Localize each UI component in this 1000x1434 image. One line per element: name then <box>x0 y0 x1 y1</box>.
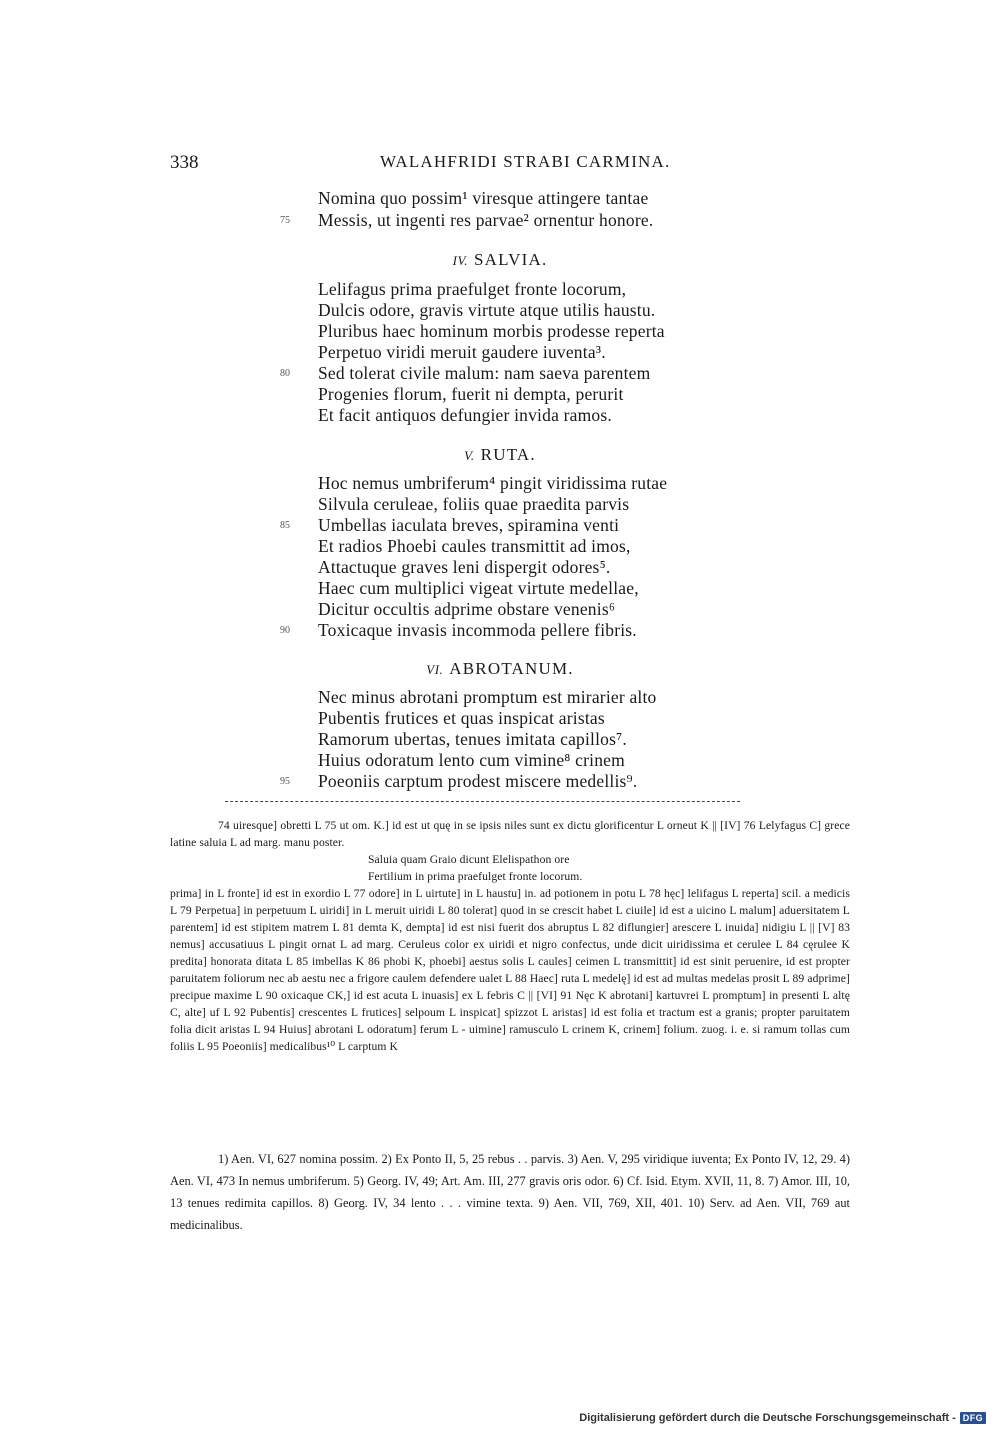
dfg-logo-icon: DFG <box>960 1412 986 1424</box>
section-title: SALVIA. <box>473 250 548 269</box>
verse-line-84: Silvula ceruleae, foliis quae praedita parvis <box>318 494 630 514</box>
line-number: 75 <box>280 215 290 226</box>
verse-line-89: Dicitur occultis adprime obstare venenis⁶ <box>318 599 616 619</box>
page-number: 338 <box>170 152 199 173</box>
verse-line-90: Toxicaque invasis incommoda pellere fibris. <box>318 620 637 640</box>
line-number: 90 <box>280 625 290 636</box>
verse-line-81: Progenies florum, fuerit ni dempta, perurit <box>318 384 624 404</box>
line-number: 85 <box>280 520 290 531</box>
running-head <box>170 152 850 176</box>
verse-line-77: Dulcis odore, gravis virtute atque utilis haustu. <box>318 300 656 320</box>
verse-line-80: Sed tolerat civile malum: nam saeva parentem <box>318 363 651 383</box>
running-title: WALAHFRIDI STRABI CARMINA. <box>380 152 671 171</box>
verse-line-95: Poeoniis carptum prodest miscere medellis⁹. <box>318 771 638 791</box>
apparatus-quote-line: Saluia quam Graio dicunt Elelispathon ore <box>368 853 570 866</box>
line-number: 80 <box>280 368 290 379</box>
verse-line-88: Haec cum multiplici vigeat virtute medellae, <box>318 578 639 598</box>
section-numeral: VI. <box>426 662 444 677</box>
section-title: ABROTANUM. <box>449 659 574 678</box>
verse-line-83: Hoc nemus umbriferum⁴ pingit viridissima rutae <box>318 473 668 493</box>
section-heading-ruta <box>0 445 1000 465</box>
verse-line-92: Pubentis frutices et quas inspicat aristas <box>318 708 605 728</box>
verse-line-93: Ramorum ubertas, tenues imitata capillos⁷. <box>318 729 628 749</box>
verse-line-91: Nec minus abrotani promptum est mirarier alto <box>318 687 657 707</box>
verse-line-94: Huius odoratum lento cum vimine⁸ crinem <box>318 750 625 770</box>
digitization-credit <box>579 1412 986 1424</box>
verse-line-78: Pluribus haec hominum morbis prodesse reperta <box>318 321 665 341</box>
section-numeral: IV. <box>452 253 468 268</box>
verse-line-87: Attactuque graves leni dispergit odores⁵. <box>318 557 611 577</box>
section-heading-salvia <box>0 250 1000 270</box>
verse-line-74: Nomina quo possim¹ viresque attingere tantae <box>318 188 649 208</box>
verse-line-79: Perpetuo viridi meruit gaudere iuventa³. <box>318 342 606 362</box>
verse-line-76: Lelifagus prima praefulget fronte locorum, <box>318 279 627 299</box>
critical-apparatus <box>170 817 850 1055</box>
credit-text: Digitalisierung gefördert durch die Deutsche Forschungsgemeinschaft - <box>579 1412 956 1424</box>
verse-line-86: Et radios Phoebi caules transmittit ad imos, <box>318 536 631 556</box>
verse-line-75: Messis, ut ingenti res parvae² ornentur honore. <box>318 210 654 230</box>
verse-line-82: Et facit antiquos defungier invida ramos. <box>318 405 612 425</box>
divider-rule <box>225 801 740 802</box>
apparatus-quote-line: Fertilium in prima praefulget fronte locorum. <box>368 870 583 883</box>
apparatus-paragraph: 74 uiresque] obretti L 75 ut om. K.] id est ut quę in se ipsis niles sunt ex dictu glorificentur L orneut K || [IV] 76 Lelyfagus C] grece latine saluia L ad marg. manu poster. <box>170 819 850 849</box>
section-numeral: V. <box>464 448 475 463</box>
apparatus-paragraph: prima] in L fronte] id est in exordio L 77 odore] in L uirtute] in L haustu] in. ad potionem in potu L 78 hęc] lelifagus L reperta] scil. a medicis L 79 Perpetua] in perpetuum L uiridi] in L meruit uiridi L 80 tolerat] quod in se crescit habet L ciuile] id est a uicino L malum] aduersitatem L parentem] id est stipitem matrem L 81 demta K, dempta] id est nisi fuerit dos abruptus L 82 diflungier] arescere L inuida] nidigiu L || [V] 83 nemus] accusatiuus L pingit ornat L ad marg. Ceruleus color ex uiridi et nigro confectus, unde dicit uiridissima et cerulee L 84 cęrulee K predita] honorata ditata L 85 imbellas K 86 phobi K, phoebi] aestus solis L caules] ceimen L transmittit] id est sinit peruenire, id est propter paruitatem foliorum nec ab aestu nec a frigore caulem defendere ualet L 88 Haec] ruta L medelę] id est ad multas medelas prosit L 89 adprime] precipue maxime L 90 oxicaque CK,] id est acuta L inuasis] ex L febris C || [VI] 91 Nęc K abrotani] kartuvrei L promptum] in presenti L altę C, alte] uf L 92 Pubentis] crescentes L frutices] selpoum L inspicat] spizzot L aristas] id est folia et tractum est a granis; propter paruitatem folia dicit aristas L 94 Huius] abrotani L odoratum] ferum L - uimine] ramusculo L crinem K, crinem] folium. zuog. i. e. si ramum tollas cum foliis L 95 Poeoniis] medicalibus¹⁰ L carptum K <box>170 887 850 1053</box>
line-number: 95 <box>280 776 290 787</box>
footnotes <box>170 1148 850 1236</box>
footnotes-text: 1) Aen. VI, 627 nomina possim. 2) Ex Ponto II, 5, 25 rebus . . parvis. 3) Aen. V, 295 viridique iuventa; Ex Ponto IV, 12, 29. 4) Aen. VI, 473 In nemus umbriferum. 5) Georg. IV, 49; Art. Am. III, 277 gravis oris odor. 6) Cf. Isid. Etym. XVII, 11, 8. 7) Amor. III, 10, 13 tenues redimita capillos. 8) Georg. IV, 34 lento . . . vimine texta. 9) Aen. VII, 769, XII, 401. 10) Serv. ad Aen. VII, 769 aut medicinalibus. <box>170 1152 850 1232</box>
section-title: RUTA. <box>480 445 536 464</box>
verse-line-85: Umbellas iaculata breves, spiramina venti <box>318 515 620 535</box>
section-heading-abrotanum <box>0 659 1000 679</box>
